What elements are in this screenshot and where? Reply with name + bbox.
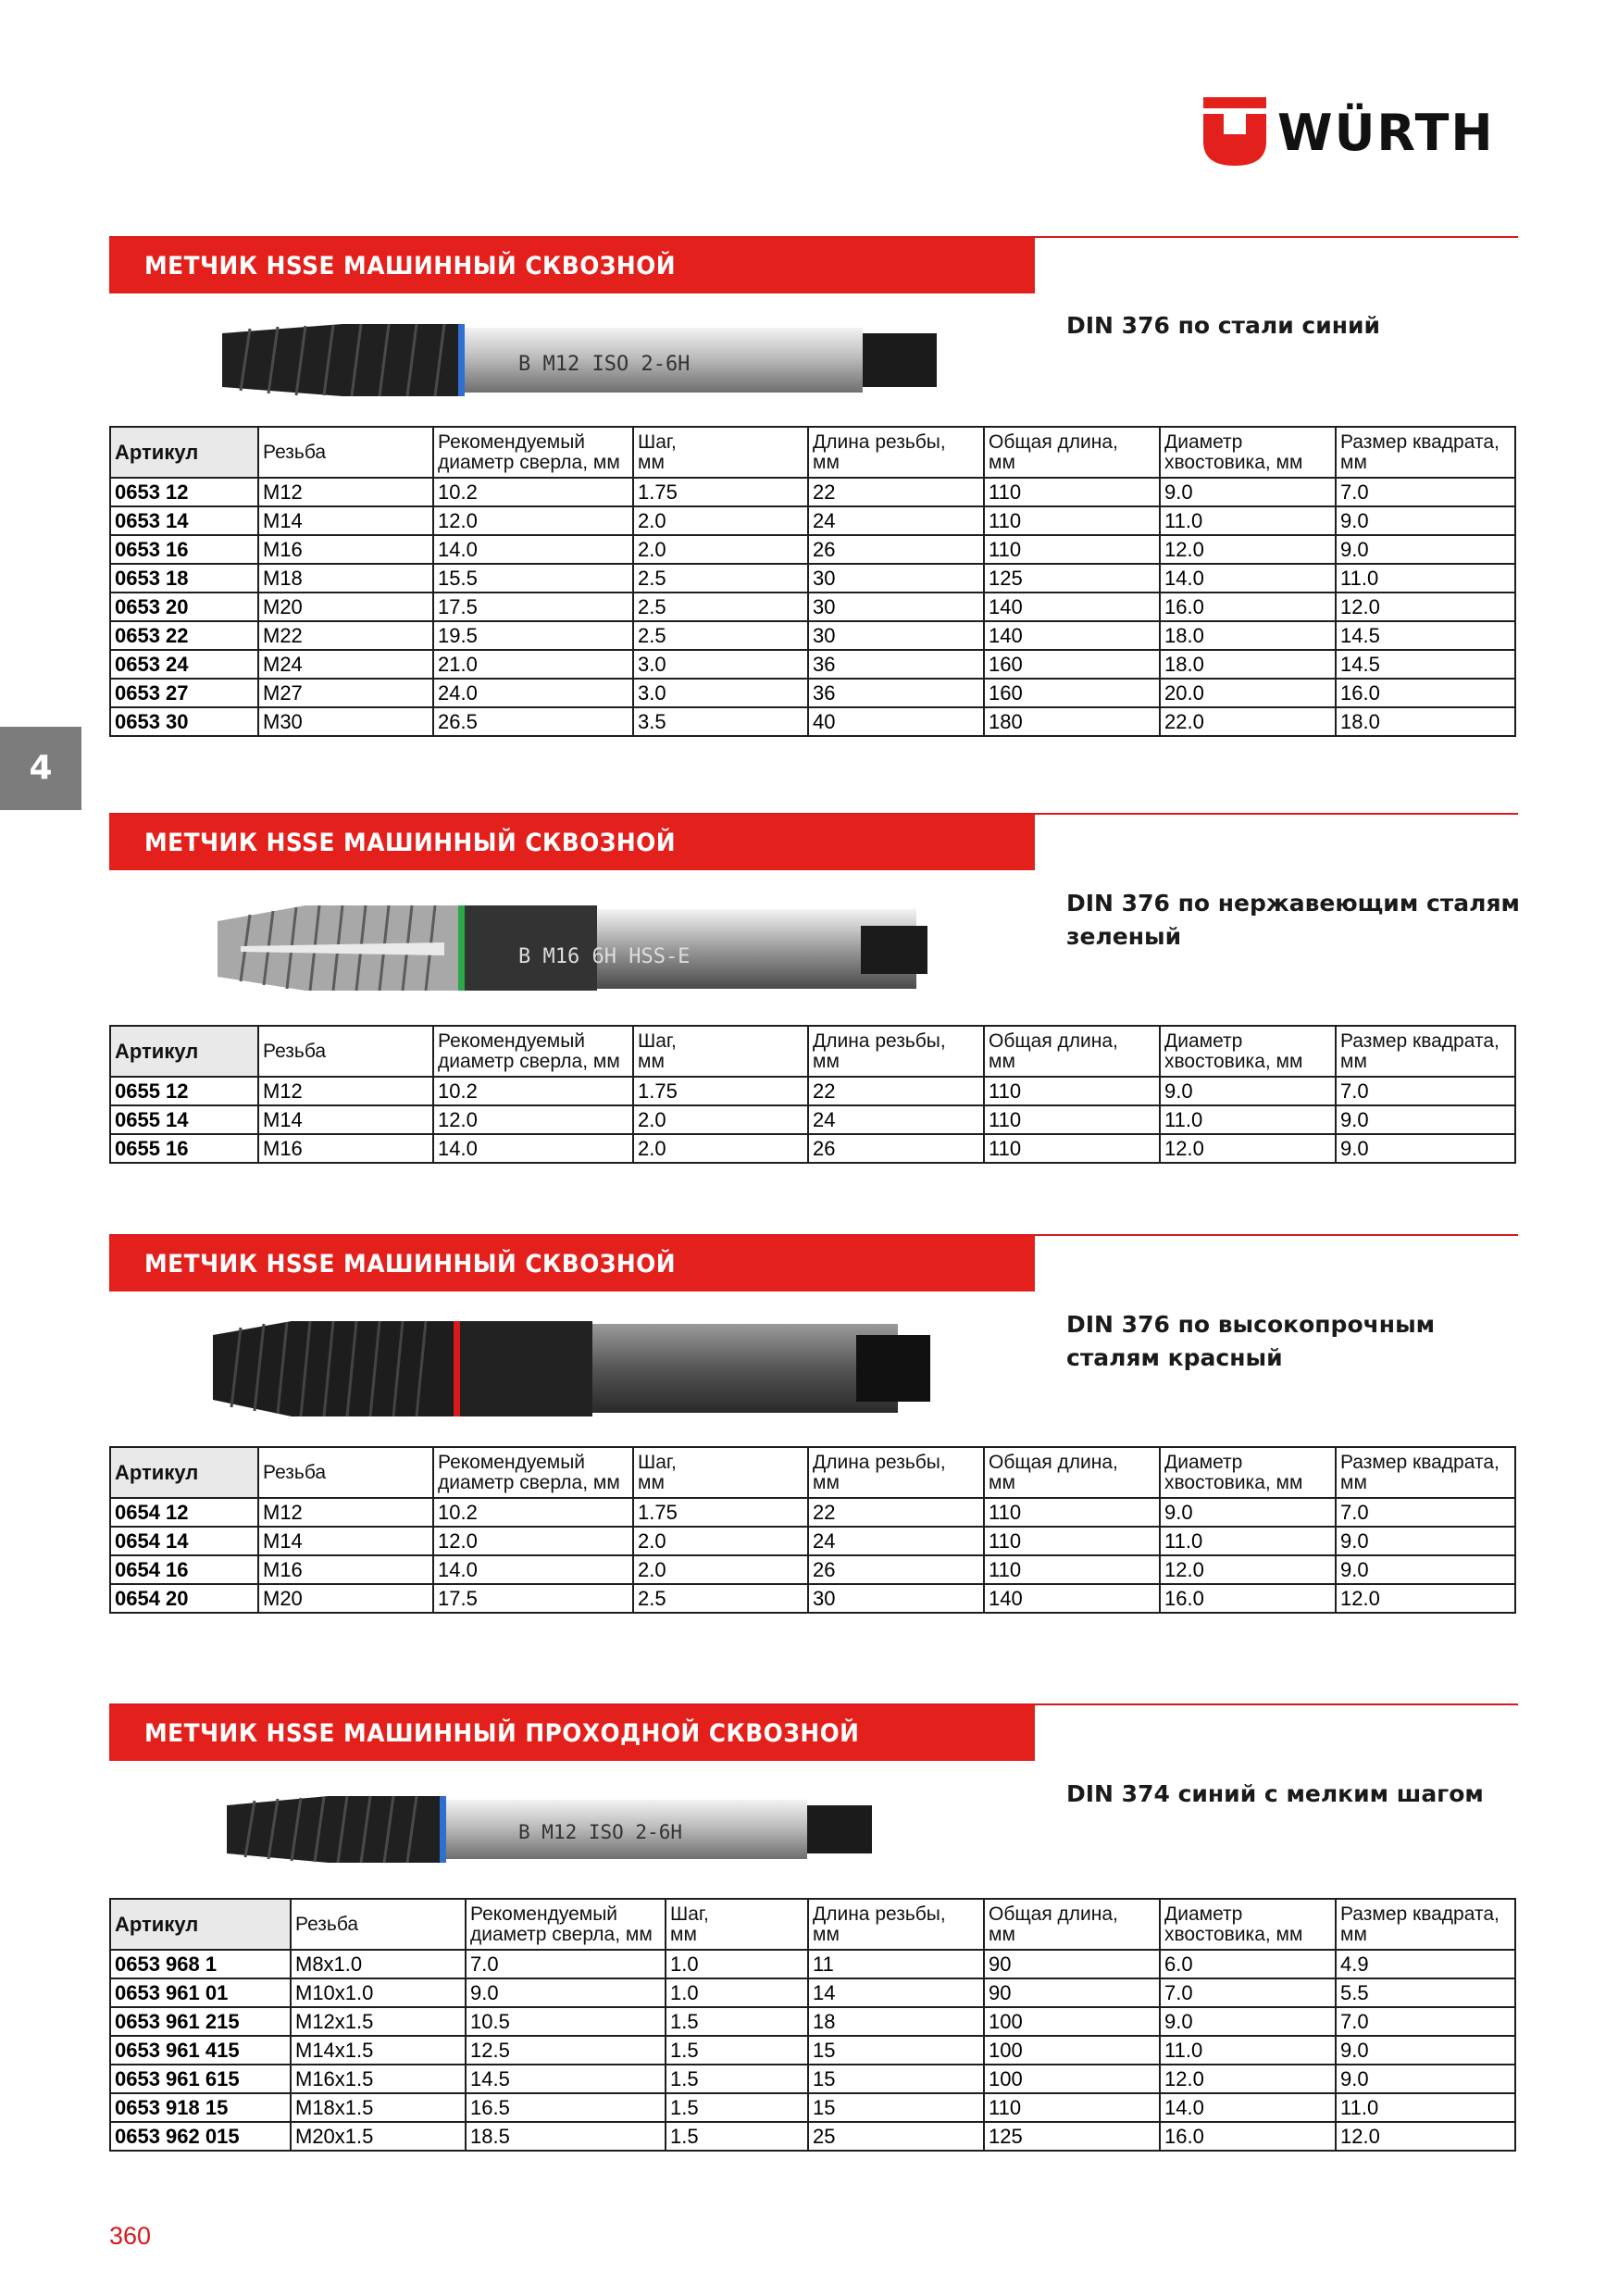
cell-thread-length: 25 (808, 2122, 984, 2151)
cell-thread-length: 36 (808, 679, 984, 707)
header-thread: Резьба (291, 1899, 466, 1950)
cell-square-size: 12.0 (1336, 2122, 1515, 2151)
cell-pitch: 1.0 (666, 1950, 808, 1978)
header-pitch: Шаг, мм (666, 1899, 808, 1950)
section-subtitle (1066, 1308, 1520, 1375)
table-row (110, 1527, 1515, 1555)
cell-pitch: 2.5 (633, 564, 808, 593)
cell-total-length: 110 (984, 1134, 1160, 1163)
table-row (110, 1978, 1515, 2007)
cell-total-length: 140 (984, 593, 1160, 621)
cell-shank-diameter: 22.0 (1160, 707, 1336, 736)
brand-name: WÜRTH (1277, 104, 1495, 162)
tap-tool-image (213, 889, 953, 1004)
header-total-length: Общая длина, мм (984, 427, 1160, 478)
cell-shank-diameter: 11.0 (1160, 1527, 1336, 1555)
cell-code: 0653 961 615 (110, 2065, 291, 2093)
cell-thread: M16 (258, 1134, 433, 1163)
cell-total-length: 140 (984, 621, 1160, 650)
cell-drill: 10.2 (433, 478, 633, 506)
table-row (110, 1134, 1515, 1163)
cell-square-size: 9.0 (1336, 506, 1515, 535)
table-row (110, 535, 1515, 564)
tool-marking: B M16 6H HSS-E (518, 945, 691, 968)
cell-pitch: 1.75 (633, 478, 808, 506)
cell-code: 0653 918 15 (110, 2093, 291, 2122)
cell-square-size: 11.0 (1336, 564, 1515, 593)
section-title-bar (109, 1236, 1035, 1292)
cell-pitch: 2.0 (633, 1134, 808, 1163)
subtitle-line: сталям красный (1066, 1344, 1283, 1371)
cell-thread-length: 24 (808, 506, 984, 535)
table-header-row (110, 1447, 1515, 1498)
cell-pitch: 2.0 (633, 1555, 808, 1584)
color-ring (440, 1796, 446, 1863)
cell-square-size: 16.0 (1336, 679, 1515, 707)
cell-square-size: 7.0 (1336, 478, 1515, 506)
cell-square-size: 14.5 (1336, 621, 1515, 650)
section-title-bar (109, 1705, 1035, 1761)
cell-drill: 12.0 (433, 1105, 633, 1134)
header-thread-length: Длина резьбы, мм (808, 427, 984, 478)
cell-drill: 14.0 (433, 535, 633, 564)
header-total-length: Общая длина, мм (984, 1447, 1160, 1498)
table-header-row (110, 1026, 1515, 1077)
table-row (110, 1498, 1515, 1527)
tap-tool-image (213, 306, 953, 407)
tap-tool-image (208, 1307, 949, 1428)
cell-total-length: 90 (984, 1978, 1160, 2007)
header-thread: Резьба (258, 427, 433, 478)
cell-drill: 12.0 (433, 1527, 633, 1555)
header-thread: Резьба (258, 1447, 433, 1498)
table-row (110, 564, 1515, 593)
cell-drill: 12.0 (433, 506, 633, 535)
cell-square-size: 5.5 (1336, 1978, 1515, 2007)
cell-shank-diameter: 9.0 (1160, 2007, 1336, 2036)
cell-drill: 17.5 (433, 1584, 633, 1613)
header-square-size: Размер квадрата, мм (1336, 427, 1515, 478)
cell-drill: 16.5 (466, 2093, 666, 2122)
cell-drill: 14.5 (466, 2065, 666, 2093)
table-row (110, 478, 1515, 506)
header-drill: Рекомендуемый диаметр сверла, мм (433, 1447, 633, 1498)
section-title: МЕТЧИК HSSE МАШИННЫЙ СКВОЗНОЙ (144, 1250, 676, 1279)
page-number: 360 (109, 2222, 152, 2250)
cell-drill: 12.5 (466, 2036, 666, 2065)
cell-square-size: 12.0 (1336, 593, 1515, 621)
cell-pitch: 2.5 (633, 621, 808, 650)
cell-thread: M12 (258, 1498, 433, 1527)
cell-pitch: 1.0 (666, 1978, 808, 2007)
header-thread-length: Длина резьбы, мм (808, 1026, 984, 1077)
cell-thread: M20x1.5 (291, 2122, 466, 2151)
cell-thread-length: 26 (808, 535, 984, 564)
cell-shank-diameter: 9.0 (1160, 1498, 1336, 1527)
cell-square-size: 9.0 (1336, 2065, 1515, 2093)
cell-drill: 21.0 (433, 650, 633, 679)
table-row (110, 2065, 1515, 2093)
cell-total-length: 160 (984, 650, 1160, 679)
cell-thread-length: 15 (808, 2065, 984, 2093)
cell-thread-length: 22 (808, 1498, 984, 1527)
cell-total-length: 110 (984, 535, 1160, 564)
cell-shank-diameter: 9.0 (1160, 478, 1336, 506)
cell-thread: M18 (258, 564, 433, 593)
cell-shank-diameter: 12.0 (1160, 535, 1336, 564)
subtitle-line: зеленый (1066, 923, 1182, 950)
cell-total-length: 100 (984, 2065, 1160, 2093)
cell-drill: 10.2 (433, 1498, 633, 1527)
cell-shank-diameter: 14.0 (1160, 564, 1336, 593)
cell-shank-diameter: 16.0 (1160, 593, 1336, 621)
cell-thread-length: 24 (808, 1105, 984, 1134)
cell-pitch: 1.5 (666, 2065, 808, 2093)
cell-pitch: 3.0 (633, 650, 808, 679)
cell-thread: M12 (258, 1077, 433, 1105)
table-row (110, 650, 1515, 679)
color-ring (458, 905, 465, 991)
cell-pitch: 1.5 (666, 2093, 808, 2122)
cell-code: 0653 14 (110, 506, 258, 535)
table-row (110, 1584, 1515, 1613)
cell-total-length: 110 (984, 1498, 1160, 1527)
cell-drill: 10.2 (433, 1077, 633, 1105)
cell-shank-diameter: 12.0 (1160, 1555, 1336, 1584)
cell-thread: M27 (258, 679, 433, 707)
cell-thread: M14 (258, 1105, 433, 1134)
tool-marking: B M12 ISO 2-6H (518, 353, 691, 376)
cell-code: 0653 30 (110, 707, 258, 736)
section-title-bar (109, 815, 1035, 870)
subtitle-line: DIN 376 по нержавеющим сталям (1066, 890, 1520, 917)
cell-thread: M16 (258, 1555, 433, 1584)
cell-total-length: 90 (984, 1950, 1160, 1978)
cell-code: 0653 961 415 (110, 2036, 291, 2065)
cell-drill: 24.0 (433, 679, 633, 707)
cell-total-length: 125 (984, 564, 1160, 593)
cell-pitch: 2.0 (633, 1105, 808, 1134)
cell-square-size: 12.0 (1336, 1584, 1515, 1613)
header-thread: Резьба (258, 1026, 433, 1077)
cell-thread-length: 26 (808, 1555, 984, 1584)
cell-thread: M20 (258, 1584, 433, 1613)
cell-shank-diameter: 12.0 (1160, 1134, 1336, 1163)
cell-thread: M16 (258, 535, 433, 564)
section-title-bar (109, 238, 1035, 293)
cell-drill: 14.0 (433, 1555, 633, 1584)
cell-shank-diameter: 9.0 (1160, 1077, 1336, 1105)
cell-thread-length: 36 (808, 650, 984, 679)
cell-drill: 15.5 (433, 564, 633, 593)
cell-total-length: 100 (984, 2036, 1160, 2065)
cell-thread-length: 15 (808, 2093, 984, 2122)
header-shank-diameter: Диаметр хвостовика, мм (1160, 1447, 1336, 1498)
table-row (110, 593, 1515, 621)
table-header-row (110, 1899, 1515, 1950)
cell-thread: M14 (258, 506, 433, 535)
cell-total-length: 100 (984, 2007, 1160, 2036)
color-ring (454, 1321, 460, 1416)
wurth-logo (1203, 97, 1523, 171)
cell-thread-length: 15 (808, 2036, 984, 2065)
cell-total-length: 110 (984, 1077, 1160, 1105)
cell-thread: M24 (258, 650, 433, 679)
cell-total-length: 125 (984, 2122, 1160, 2151)
cell-thread-length: 30 (808, 1584, 984, 1613)
cell-thread-length: 11 (808, 1950, 984, 1978)
cell-code: 0653 24 (110, 650, 258, 679)
cell-code: 0653 18 (110, 564, 258, 593)
cell-shank-diameter: 11.0 (1160, 2036, 1336, 2065)
cell-total-length: 140 (984, 1584, 1160, 1613)
table-row (110, 707, 1515, 736)
tap-tool-image (218, 1778, 884, 1875)
cell-thread: M16x1.5 (291, 2065, 466, 2093)
cell-thread: M20 (258, 593, 433, 621)
cell-shank-diameter: 11.0 (1160, 506, 1336, 535)
cell-code: 0653 22 (110, 621, 258, 650)
table-row (110, 2007, 1515, 2036)
cell-code: 0653 12 (110, 478, 258, 506)
cell-total-length: 160 (984, 679, 1160, 707)
cell-drill: 26.5 (433, 707, 633, 736)
section-subtitle (1066, 1778, 1520, 1811)
cell-square-size: 18.0 (1336, 707, 1515, 736)
spec-table (109, 1446, 1516, 1614)
subtitle-line: DIN 376 по стали синий (1066, 312, 1381, 339)
cell-shank-diameter: 16.0 (1160, 1584, 1336, 1613)
cell-total-length: 110 (984, 1105, 1160, 1134)
cell-code: 0653 961 215 (110, 2007, 291, 2036)
spec-table (109, 1898, 1516, 2152)
cell-code: 0653 961 01 (110, 1978, 291, 2007)
cell-square-size: 9.0 (1336, 2036, 1515, 2065)
cell-total-length: 110 (984, 478, 1160, 506)
subtitle-line: DIN 376 по высокопрочным (1066, 1311, 1436, 1338)
cell-code: 0653 968 1 (110, 1950, 291, 1978)
cell-pitch: 1.75 (633, 1077, 808, 1105)
cell-pitch: 2.0 (633, 1527, 808, 1555)
header-pitch: Шаг, мм (633, 1447, 808, 1498)
header-total-length: Общая длина, мм (984, 1026, 1160, 1077)
cell-total-length: 180 (984, 707, 1160, 736)
cell-shank-diameter: 16.0 (1160, 2122, 1336, 2151)
cell-square-size: 9.0 (1336, 1555, 1515, 1584)
spec-table (109, 426, 1516, 737)
table-row (110, 2036, 1515, 2065)
cell-thread-length: 26 (808, 1134, 984, 1163)
cell-pitch: 2.5 (633, 593, 808, 621)
header-drill: Рекомендуемый диаметр сверла, мм (466, 1899, 666, 1950)
header-square-size: Размер квадрата, мм (1336, 1447, 1515, 1498)
cell-drill: 7.0 (466, 1950, 666, 1978)
table-row (110, 679, 1515, 707)
cell-pitch: 1.5 (666, 2122, 808, 2151)
cell-square-size: 7.0 (1336, 1077, 1515, 1105)
cell-code: 0655 12 (110, 1077, 258, 1105)
color-ring (458, 324, 465, 396)
cell-drill: 19.5 (433, 621, 633, 650)
cell-thread-length: 14 (808, 1978, 984, 2007)
table-row (110, 2122, 1515, 2151)
header-drill: Рекомендуемый диаметр сверла, мм (433, 427, 633, 478)
cell-pitch: 3.5 (633, 707, 808, 736)
cell-thread-length: 40 (808, 707, 984, 736)
cell-pitch: 3.0 (633, 679, 808, 707)
cell-thread: M14 (258, 1527, 433, 1555)
header-shank-diameter: Диаметр хвостовика, мм (1160, 1026, 1336, 1077)
header-thread-length: Длина резьбы, мм (808, 1447, 984, 1498)
cell-thread: M10x1.0 (291, 1978, 466, 2007)
spec-table (109, 1025, 1516, 1164)
cell-code: 0654 14 (110, 1527, 258, 1555)
cell-code: 0654 20 (110, 1584, 258, 1613)
subtitle-line: DIN 374 синий с мелким шагом (1066, 1780, 1484, 1807)
chapter-tab: 4 (0, 727, 81, 810)
cell-pitch: 2.0 (633, 535, 808, 564)
cell-shank-diameter: 6.0 (1160, 1950, 1336, 1978)
table-row (110, 1950, 1515, 1978)
section-title: МЕТЧИК HSSE МАШИННЫЙ СКВОЗНОЙ (144, 252, 676, 281)
header-shank-diameter: Диаметр хвостовика, мм (1160, 427, 1336, 478)
cell-drill: 14.0 (433, 1134, 633, 1163)
cell-total-length: 110 (984, 506, 1160, 535)
cell-thread: M14x1.5 (291, 2036, 466, 2065)
cell-pitch: 2.0 (633, 506, 808, 535)
cell-shank-diameter: 12.0 (1160, 2065, 1336, 2093)
cell-shank-diameter: 14.0 (1160, 2093, 1336, 2122)
cell-code: 0654 12 (110, 1498, 258, 1527)
header-drill: Рекомендуемый диаметр сверла, мм (433, 1026, 633, 1077)
cell-square-size: 9.0 (1336, 1134, 1515, 1163)
header-square-size: Размер квадрата, мм (1336, 1026, 1515, 1077)
cell-drill: 18.5 (466, 2122, 666, 2151)
cell-square-size: 14.5 (1336, 650, 1515, 679)
cell-pitch: 1.5 (666, 2036, 808, 2065)
table-row (110, 2093, 1515, 2122)
cell-shank-diameter: 20.0 (1160, 679, 1336, 707)
cell-shank-diameter: 18.0 (1160, 650, 1336, 679)
section-title: МЕТЧИК HSSE МАШИННЫЙ ПРОХОДНОЙ СКВОЗНОЙ (144, 1719, 860, 1748)
table-header-row (110, 427, 1515, 478)
cell-shank-diameter: 11.0 (1160, 1105, 1336, 1134)
wurth-logo-mark-icon (1203, 97, 1266, 166)
header-pitch: Шаг, мм (633, 1026, 808, 1077)
cell-code: 0653 962 015 (110, 2122, 291, 2151)
header-code: Артикул (110, 427, 258, 478)
cell-pitch: 2.5 (633, 1584, 808, 1613)
cell-code: 0655 16 (110, 1134, 258, 1163)
header-square-size: Размер квадрата, мм (1336, 1899, 1515, 1950)
cell-shank-diameter: 7.0 (1160, 1978, 1336, 2007)
cell-thread-length: 22 (808, 478, 984, 506)
cell-code: 0654 16 (110, 1555, 258, 1584)
cell-pitch: 1.5 (666, 2007, 808, 2036)
section-subtitle (1066, 309, 1520, 343)
cell-thread-length: 30 (808, 564, 984, 593)
cell-square-size: 7.0 (1336, 1498, 1515, 1527)
cell-thread: M8x1.0 (291, 1950, 466, 1978)
cell-total-length: 110 (984, 1527, 1160, 1555)
cell-thread: M22 (258, 621, 433, 650)
header-code: Артикул (110, 1026, 258, 1077)
cell-square-size: 11.0 (1336, 2093, 1515, 2122)
cell-total-length: 110 (984, 2093, 1160, 2122)
cell-thread-length: 18 (808, 2007, 984, 2036)
cell-code: 0653 20 (110, 593, 258, 621)
cell-drill: 10.5 (466, 2007, 666, 2036)
section-title: МЕТЧИК HSSE МАШИННЫЙ СКВОЗНОЙ (144, 829, 676, 857)
cell-thread: M18x1.5 (291, 2093, 466, 2122)
cell-pitch: 1.75 (633, 1498, 808, 1527)
cell-thread-length: 30 (808, 621, 984, 650)
cell-drill: 17.5 (433, 593, 633, 621)
cell-thread: M12x1.5 (291, 2007, 466, 2036)
header-code: Артикул (110, 1447, 258, 1498)
table-row (110, 1077, 1515, 1105)
header-shank-diameter: Диаметр хвостовика, мм (1160, 1899, 1336, 1950)
cell-thread: M12 (258, 478, 433, 506)
section-subtitle (1066, 887, 1520, 954)
cell-thread: M30 (258, 707, 433, 736)
cell-code: 0655 14 (110, 1105, 258, 1134)
cell-square-size: 7.0 (1336, 2007, 1515, 2036)
cell-drill: 9.0 (466, 1978, 666, 2007)
cell-square-size: 4.9 (1336, 1950, 1515, 1978)
cell-code: 0653 16 (110, 535, 258, 564)
header-pitch: Шаг, мм (633, 427, 808, 478)
table-row (110, 621, 1515, 650)
header-thread-length: Длина резьбы, мм (808, 1899, 984, 1950)
cell-code: 0653 27 (110, 679, 258, 707)
table-row (110, 1555, 1515, 1584)
header-total-length: Общая длина, мм (984, 1899, 1160, 1950)
cell-thread-length: 22 (808, 1077, 984, 1105)
cell-total-length: 110 (984, 1555, 1160, 1584)
cell-shank-diameter: 18.0 (1160, 621, 1336, 650)
tool-marking: B M12 ISO 2-6H (518, 1821, 683, 1843)
table-row (110, 1105, 1515, 1134)
header-code: Артикул (110, 1899, 291, 1950)
cell-square-size: 9.0 (1336, 1105, 1515, 1134)
cell-square-size: 9.0 (1336, 535, 1515, 564)
cell-square-size: 9.0 (1336, 1527, 1515, 1555)
cell-thread-length: 24 (808, 1527, 984, 1555)
table-row (110, 506, 1515, 535)
cell-thread-length: 30 (808, 593, 984, 621)
